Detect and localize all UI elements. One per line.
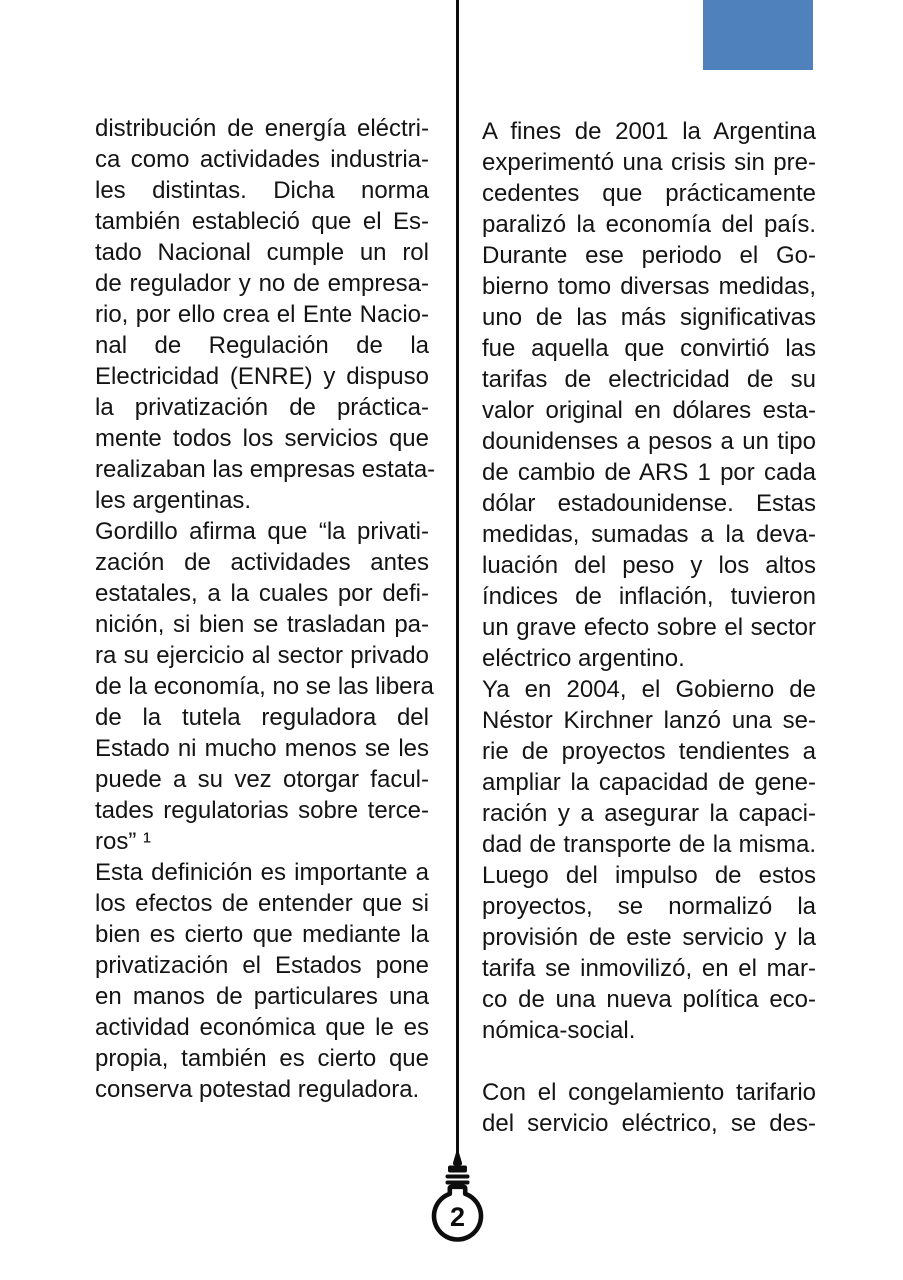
lightbulb-pendant-icon bbox=[416, 1152, 497, 1247]
text-line: Ya en 2004, el Gobierno de bbox=[482, 676, 816, 703]
blank-line bbox=[482, 1046, 816, 1077]
text-line: Esta definición es importante a bbox=[95, 859, 429, 886]
text-line: la privatización de práctica- bbox=[95, 394, 429, 421]
text-line: Con el congelamiento tarifario bbox=[482, 1079, 816, 1106]
text-line: Luego del impulso de estos bbox=[482, 862, 816, 889]
text-line: cedentes que prácticamente bbox=[482, 180, 816, 207]
text-line: privatización el Estados pone bbox=[95, 952, 429, 979]
text-line: de regulador y no de empresa- bbox=[95, 270, 429, 297]
corner-accent-block bbox=[703, 0, 813, 70]
text-line: mente todos los servicios que bbox=[95, 425, 429, 452]
text-line: nición, si bien se trasladan pa- bbox=[95, 611, 429, 638]
text-line: zación de actividades antes bbox=[95, 549, 429, 576]
text-line: ros” ¹ bbox=[95, 828, 151, 855]
text-line: Estado ni mucho menos se les bbox=[95, 735, 429, 762]
text-line: nal de Regulación de la bbox=[95, 332, 429, 359]
text-line: valor original en dólares esta- bbox=[482, 397, 816, 424]
text-line: tarifas de electricidad de su bbox=[482, 366, 816, 393]
text-line: tado Nacional cumple un rol bbox=[95, 239, 429, 266]
text-line: los efectos de entender que si bbox=[95, 890, 429, 917]
text-line: bien es cierto que mediante la bbox=[95, 921, 429, 948]
text-line: eléctrico argentino. bbox=[482, 645, 685, 672]
text-line: tarifa se inmovilizó, en el mar- bbox=[482, 955, 816, 982]
text-line: de cambio de ARS 1 por cada bbox=[482, 459, 816, 486]
text-line: tades regulatorias sobre terce- bbox=[95, 797, 429, 824]
text-line: medidas, sumadas a la deva- bbox=[482, 521, 816, 548]
text-line: provisión de este servicio y la bbox=[482, 924, 816, 951]
text-line: ración y a asegurar la capaci- bbox=[482, 800, 816, 827]
text-line: conserva potestad reguladora. bbox=[95, 1076, 420, 1103]
text-line: también estableció que el Es- bbox=[95, 208, 429, 235]
text-line: puede a su vez otorgar facul- bbox=[95, 766, 429, 793]
text-line: co de una nueva política eco- bbox=[482, 986, 816, 1013]
text-line: Gordillo afirma que “la privati- bbox=[95, 518, 429, 545]
text-line: realizaban las empresas estata- bbox=[95, 456, 436, 483]
text-line: Néstor Kirchner lanzó una se- bbox=[482, 707, 816, 734]
bulb-stripe-icon bbox=[446, 1175, 470, 1179]
text-line: les distintas. Dicha norma bbox=[95, 177, 429, 204]
text-line: rie de proyectos tendientes a bbox=[482, 738, 816, 765]
text-line: ampliar la capacidad de gene- bbox=[482, 769, 816, 796]
text-line: distribución de energía eléctri- bbox=[95, 115, 429, 142]
text-line: rio, por ello crea el Ente Nacio- bbox=[95, 301, 429, 328]
text-line: uno de las más significativas bbox=[482, 304, 816, 331]
text-line: dólar estadounidense. Estas bbox=[482, 490, 816, 517]
text-line: actividad económica que le es bbox=[95, 1014, 429, 1041]
text-column-left bbox=[95, 113, 436, 1105]
text-line: nómica-social. bbox=[482, 1017, 636, 1044]
text-line: ca como actividades industria- bbox=[95, 146, 429, 173]
text-line: índices de inflación, tuvieron bbox=[482, 583, 816, 610]
column-divider-line bbox=[456, 0, 459, 1155]
text-line: dad de transporte de la misma. bbox=[482, 831, 816, 858]
text-line: de la tutela reguladora del bbox=[95, 704, 429, 731]
text-line: Durante ese periodo el Go- bbox=[482, 242, 816, 269]
text-line: paralizó la economía del país. bbox=[482, 211, 816, 238]
bulb-stripe-icon bbox=[446, 1181, 470, 1185]
text-line: propia, también es cierto que bbox=[95, 1045, 429, 1072]
text-line: dounidenses a pesos a un tipo bbox=[482, 428, 816, 455]
text-line: les argentinas. bbox=[95, 487, 252, 514]
text-line: estatales, a la cuales por defi- bbox=[95, 580, 429, 607]
text-line: luación del peso y los altos bbox=[482, 552, 816, 579]
text-line: del servicio eléctrico, se des- bbox=[482, 1110, 816, 1137]
text-line: bierno tomo diversas medidas, bbox=[482, 273, 816, 300]
text-line: experimentó una crisis sin pre- bbox=[482, 149, 816, 176]
text-line: proyectos, se normalizó la bbox=[482, 893, 816, 920]
page-number: 2 bbox=[449, 1202, 466, 1232]
text-line: en manos de particulares una bbox=[95, 983, 429, 1010]
text-line: un grave efecto sobre el sector bbox=[482, 614, 816, 641]
text-line: de la economía, no se las libera bbox=[95, 673, 434, 700]
text-line: A fines de 2001 la Argentina bbox=[482, 118, 816, 145]
lightbulb-page-number bbox=[416, 1152, 497, 1247]
text-column-right bbox=[482, 116, 816, 1139]
text-line: ra su ejercicio al sector privado bbox=[95, 642, 429, 669]
text-line: fue aquella que convirtió las bbox=[482, 335, 816, 362]
bulb-cord-icon bbox=[453, 1152, 462, 1166]
text-line: Electricidad (ENRE) y dispuso bbox=[95, 363, 429, 390]
bulb-cap-icon bbox=[448, 1166, 467, 1173]
